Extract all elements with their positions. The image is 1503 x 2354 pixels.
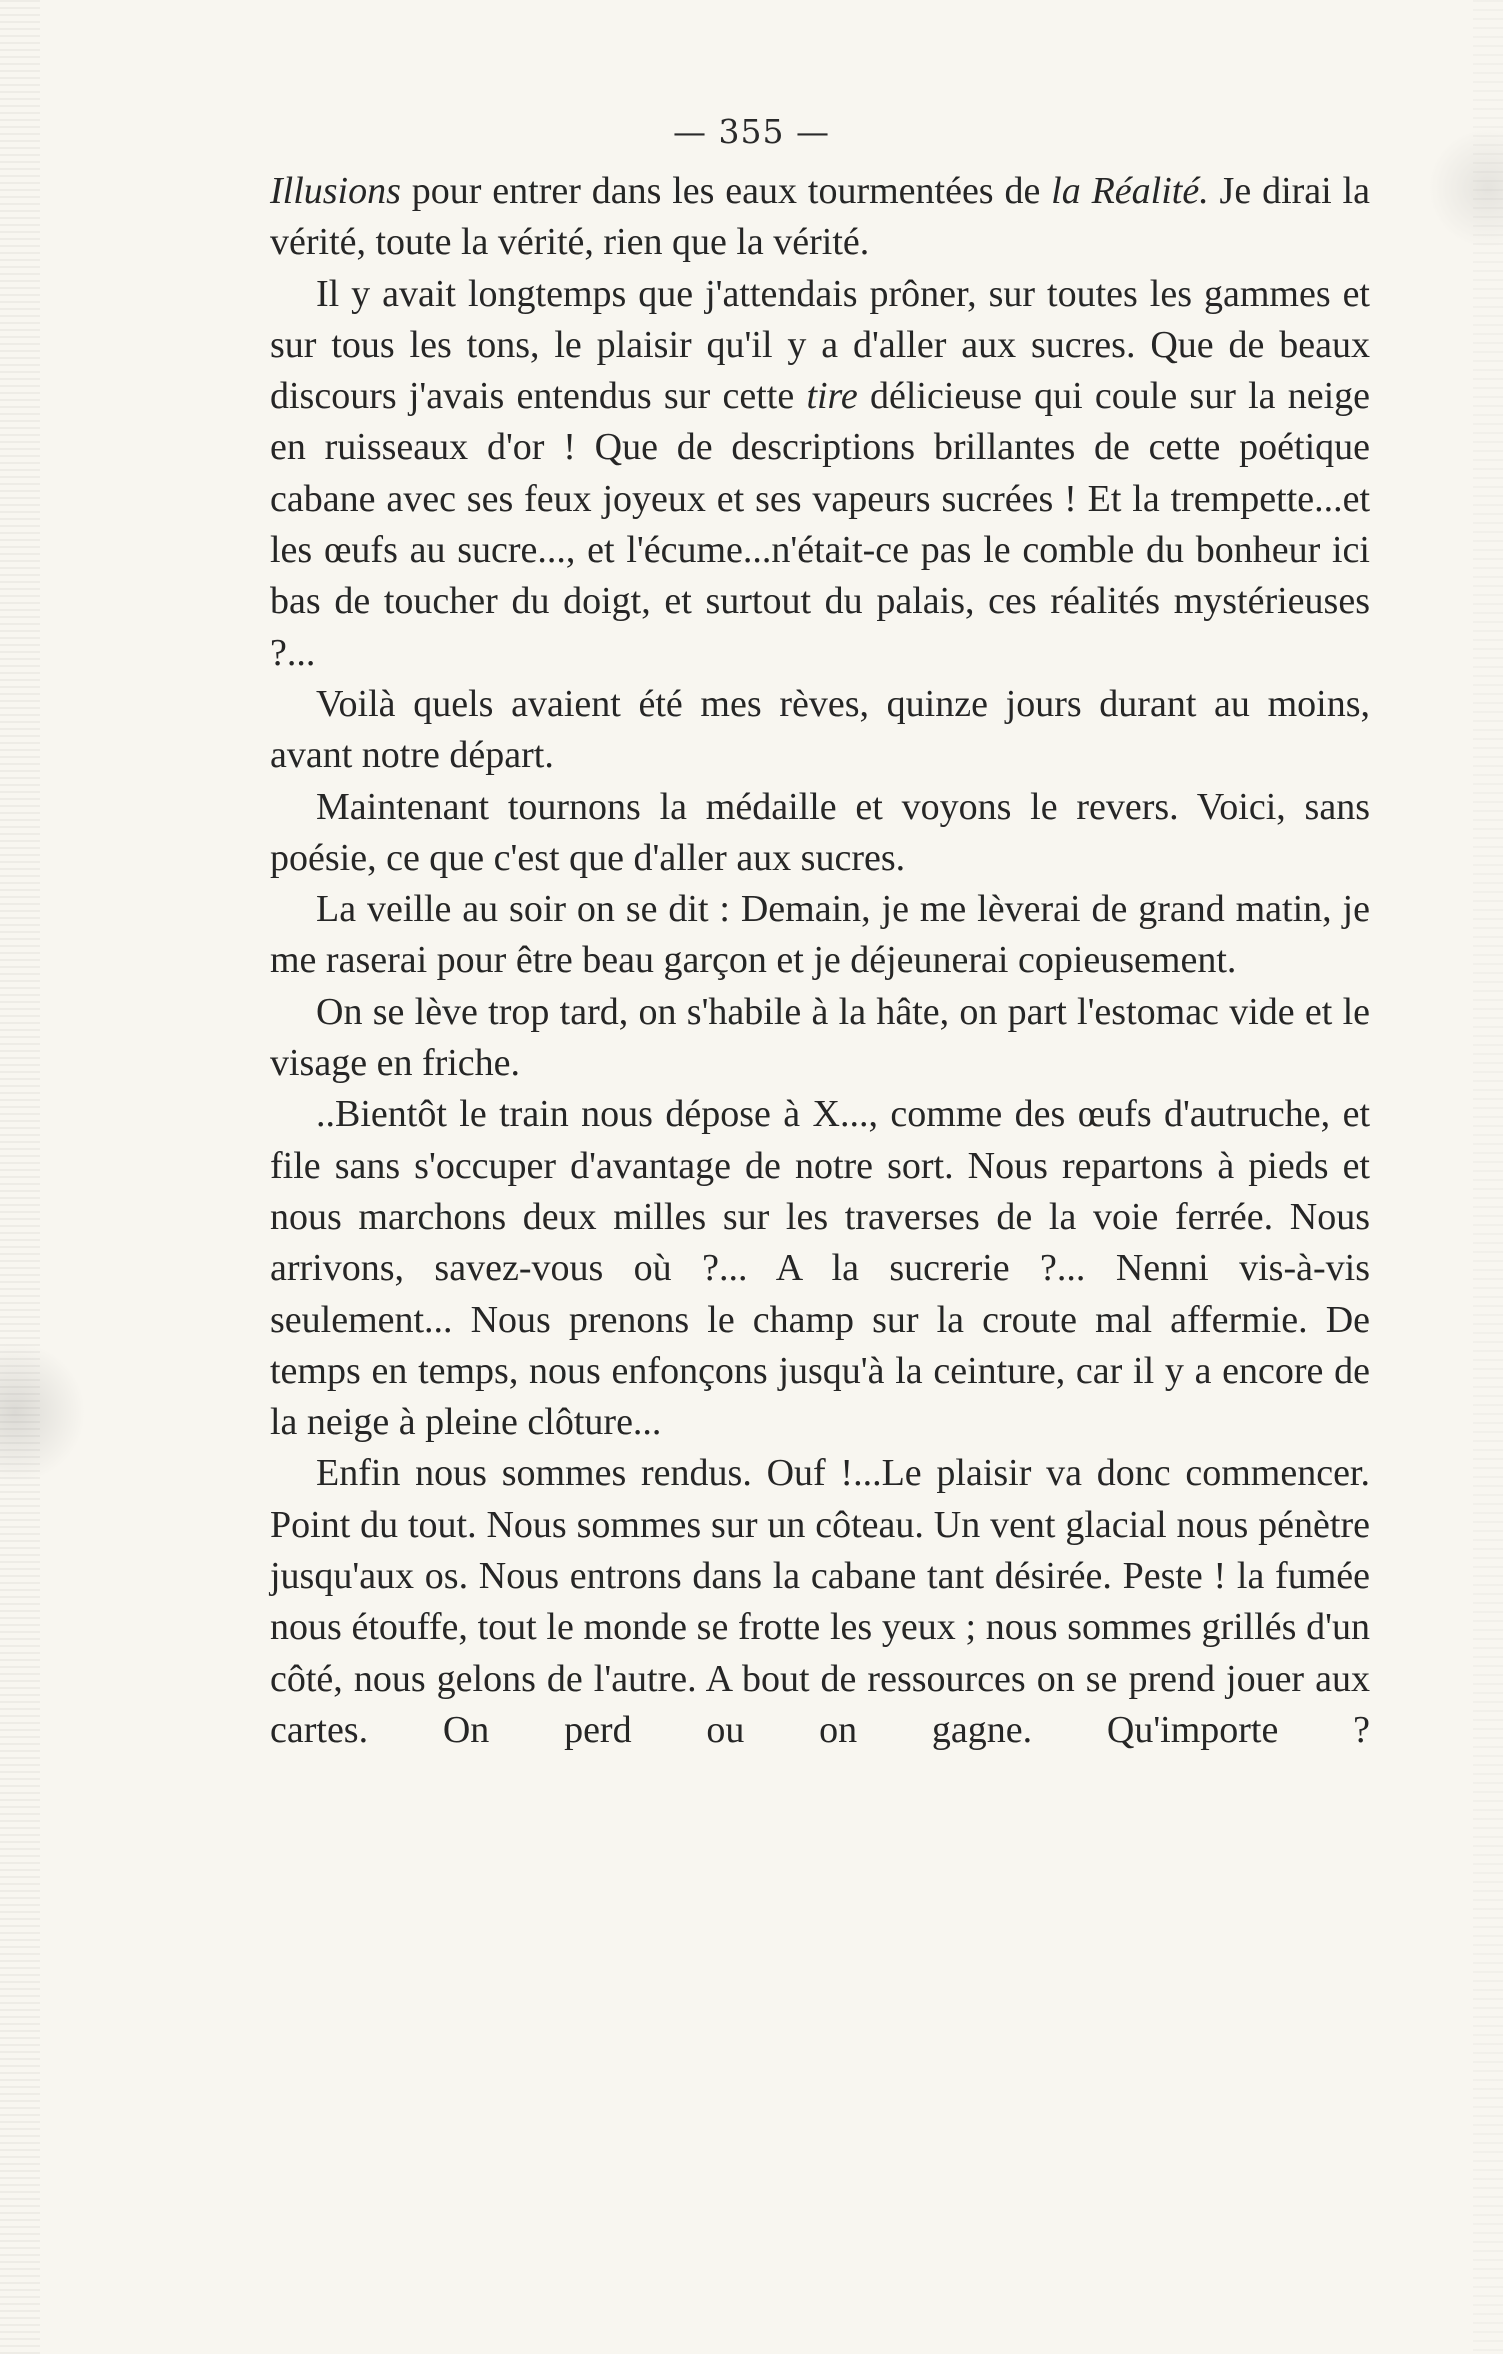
paragraph [270, 269, 1370, 679]
body-text [270, 166, 1370, 1756]
text-span: Enfin nous sommes rendus. Ouf !...Le plaisir va donc commencer. Point du tout. Nous sommes sur un côteau. Un vent glacial nous pénètre jusqu'aux os. Nous entrons dans la cabane tant désirée. Peste ! la fumée nous étouffe, tout le monde se frotte les yeux ; nous sommes grillés d'un côté, nous gelons de l'autre. A bout de ressources on se prend jouer aux cartes. On perd ou on gagne. Qu'importe ? [270, 1452, 1370, 1751]
page-number: — 355 — [673, 112, 830, 151]
text-span: la Réalité. [1051, 170, 1209, 212]
paragraph [270, 166, 1370, 269]
text-span: Maintenant tournons la médaille et voyons le revers. Voici, sans poésie, ce que c'est que d'aller aux sucres. [270, 785, 1370, 879]
text-span: pour entrer dans les eaux tourmentées de [400, 170, 1052, 212]
paragraph [270, 987, 1370, 1090]
text-span: Illusions [270, 170, 401, 212]
paragraph [270, 1089, 1370, 1448]
text-span: tire [806, 375, 858, 418]
paragraph [270, 679, 1370, 782]
text-span: délicieuse qui coule sur la neige en ruisseaux d'or ! Que de descriptions brillantes de cette poétique cabane avec ses feux joyeux et ses vapeurs sucrées ! Et la trempette...et les œufs au sucre..., et l'écume...n'était-ce pas le comble du bonheur ici bas de toucher du doigt, et surtout du palais, ces réalités mystérieuses ?... [270, 375, 1370, 674]
text-span: ..Bientôt le train nous dépose à X..., comme des œufs d'autruche, et file sans s'occuper d'avantage de notre sort. Nous repartons à pieds et nous marchons deux milles sur les traverses de la voie ferrée. Nous arrivons, savez-vous où ?... A la sucrerie ?... Nenni vis-à-vis seulement... Nous prenons le champ sur la croute mal affermie. De temps en temps, nous enfonçons jusqu'à la ceinture, car il y a encore de la neige à pleine clôture... [270, 1093, 1370, 1444]
text-span: Je dirai la vérité, toute la vérité, rien que la vérité. [270, 170, 1370, 264]
paragraph [270, 884, 1370, 987]
paragraph [270, 782, 1370, 885]
text-span: Il y avait longtemps que j'attendais prôner, sur toutes les gammes et sur tous les tons, le plaisir qu'il y a d'aller aux sucres. Que de beaux discours j'avais entendus sur cette [270, 272, 1370, 418]
scan-edge-left [0, 0, 40, 2354]
text-span: Voilà quels avaient été mes rèves, quinze jours durant au moins, avant notre départ. [270, 682, 1370, 777]
scan-edge-right [1473, 0, 1503, 2354]
text-span: On se lève trop tard, on s'habile à la hâte, on part l'estomac vide et le visage en friche. [270, 990, 1370, 1085]
paragraph [270, 1448, 1370, 1756]
text-span: La veille au soir on se dit : Demain, je me lèverai de grand matin, je me raserai pour être beau garçon et je déjeunerai copieusement. [270, 888, 1370, 982]
